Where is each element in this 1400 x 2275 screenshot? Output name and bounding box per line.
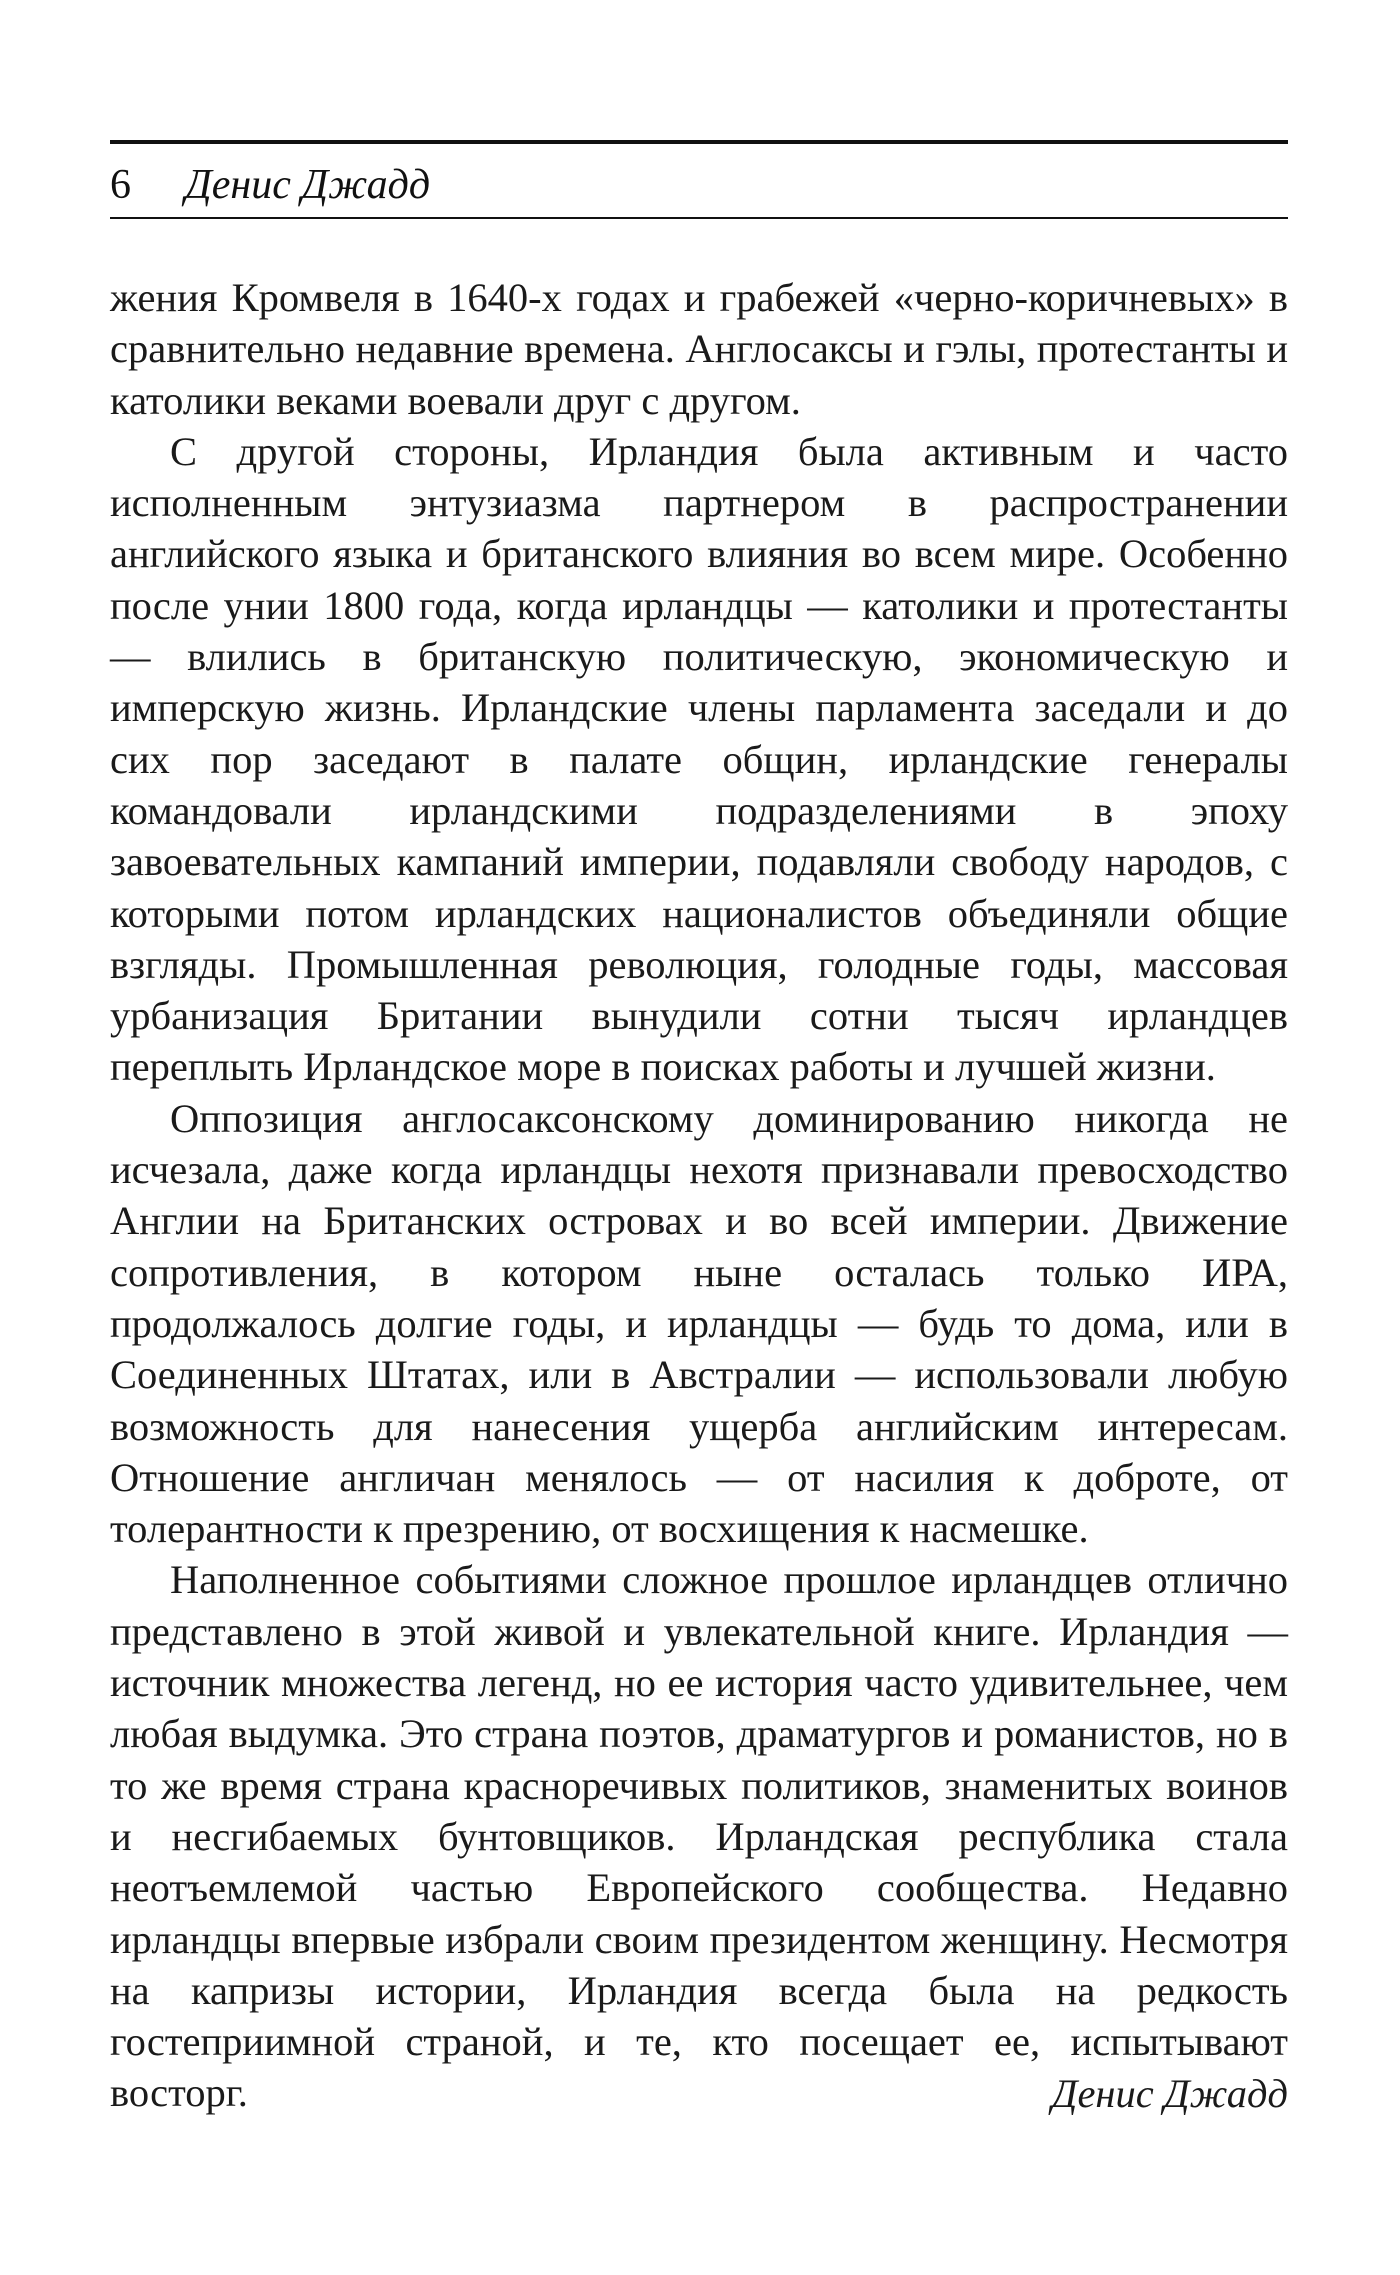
header-top-rule — [110, 140, 1288, 144]
page-header — [110, 156, 1288, 214]
paragraph-1: жения Кромвеля в 1640-х годах и грабежей «черно-коричневых» в сравнительно недавние времена. Англосаксы и гэлы, протестанты и католики веками воевали друг с другом. — [110, 275, 1288, 423]
running-head: Денис Джадд — [185, 162, 431, 208]
paragraph-2: С другой стороны, Ирландия была активным и часто исполненным энтузиазма партнером в распространении английского языка и британского влияния во всем мире. Особенно после унии 1800 года, когда ирландцы — католики и протестанты — влились в британскую политическую, экономическую и имперскую жизнь. Ирландские члены парламента заседали и до сих пор заседают в палате общин, ирландские генералы командовали ирландскими подразделениями в эпоху завоевательных кампаний империи, подавляли свободу народов, с которыми потом ирландских националистов объединяли общие взгляды. Промышленная революция, голодные годы, массовая урбанизация Британии вынудили сотни тысяч ирландцев переплыть Ирландское море в поисках работы и лучшей жизни. — [110, 428, 1288, 1090]
page-number: 6 — [110, 162, 131, 208]
author-signature: Денис Джадд — [1051, 2071, 1288, 2116]
paragraph-4: Наполненное событиями сложное прошлое ирландцев отлично представлено в этой живой и увлекательной книге. Ирландия — источник множества легенд, но ее история часто удивительнее, чем любая выдумка. Это страна поэтов, драматургов и романистов, но в то же время страна красноречивых политиков, знаменитых воинов и несгибаемых бунтовщиков. Ирландская республика стала неотъемлемой частью Европейского сообщества. Недавно ирландцы впервые избрали своим президентом женщину. Несмотря на капризы истории, Ирландия всегда была на редкость гостеприимной страной, и те, кто посещает ее, испытывают восторг. — [110, 1557, 1288, 2116]
paragraph-3: Оппозиция англосаксонскому доминированию никогда не исчезала, даже когда ирландцы нехотя признавали превосходство Англии на Британских островах и во всей империи. Движение сопротивления, в котором ныне осталась только ИРА, продолжалось долгие годы, и ирландцы — будь то дома, или в Соединенных Штатах, или в Австралии — использовали любую возможность для нанесения ущерба английским интересам. Отношение англичан менялось — от насилия к доброте, от толерантности к презрению, от восхищения к насмешке. — [110, 1095, 1288, 1552]
body-text — [110, 272, 1288, 2119]
header-bottom-rule — [110, 217, 1288, 219]
